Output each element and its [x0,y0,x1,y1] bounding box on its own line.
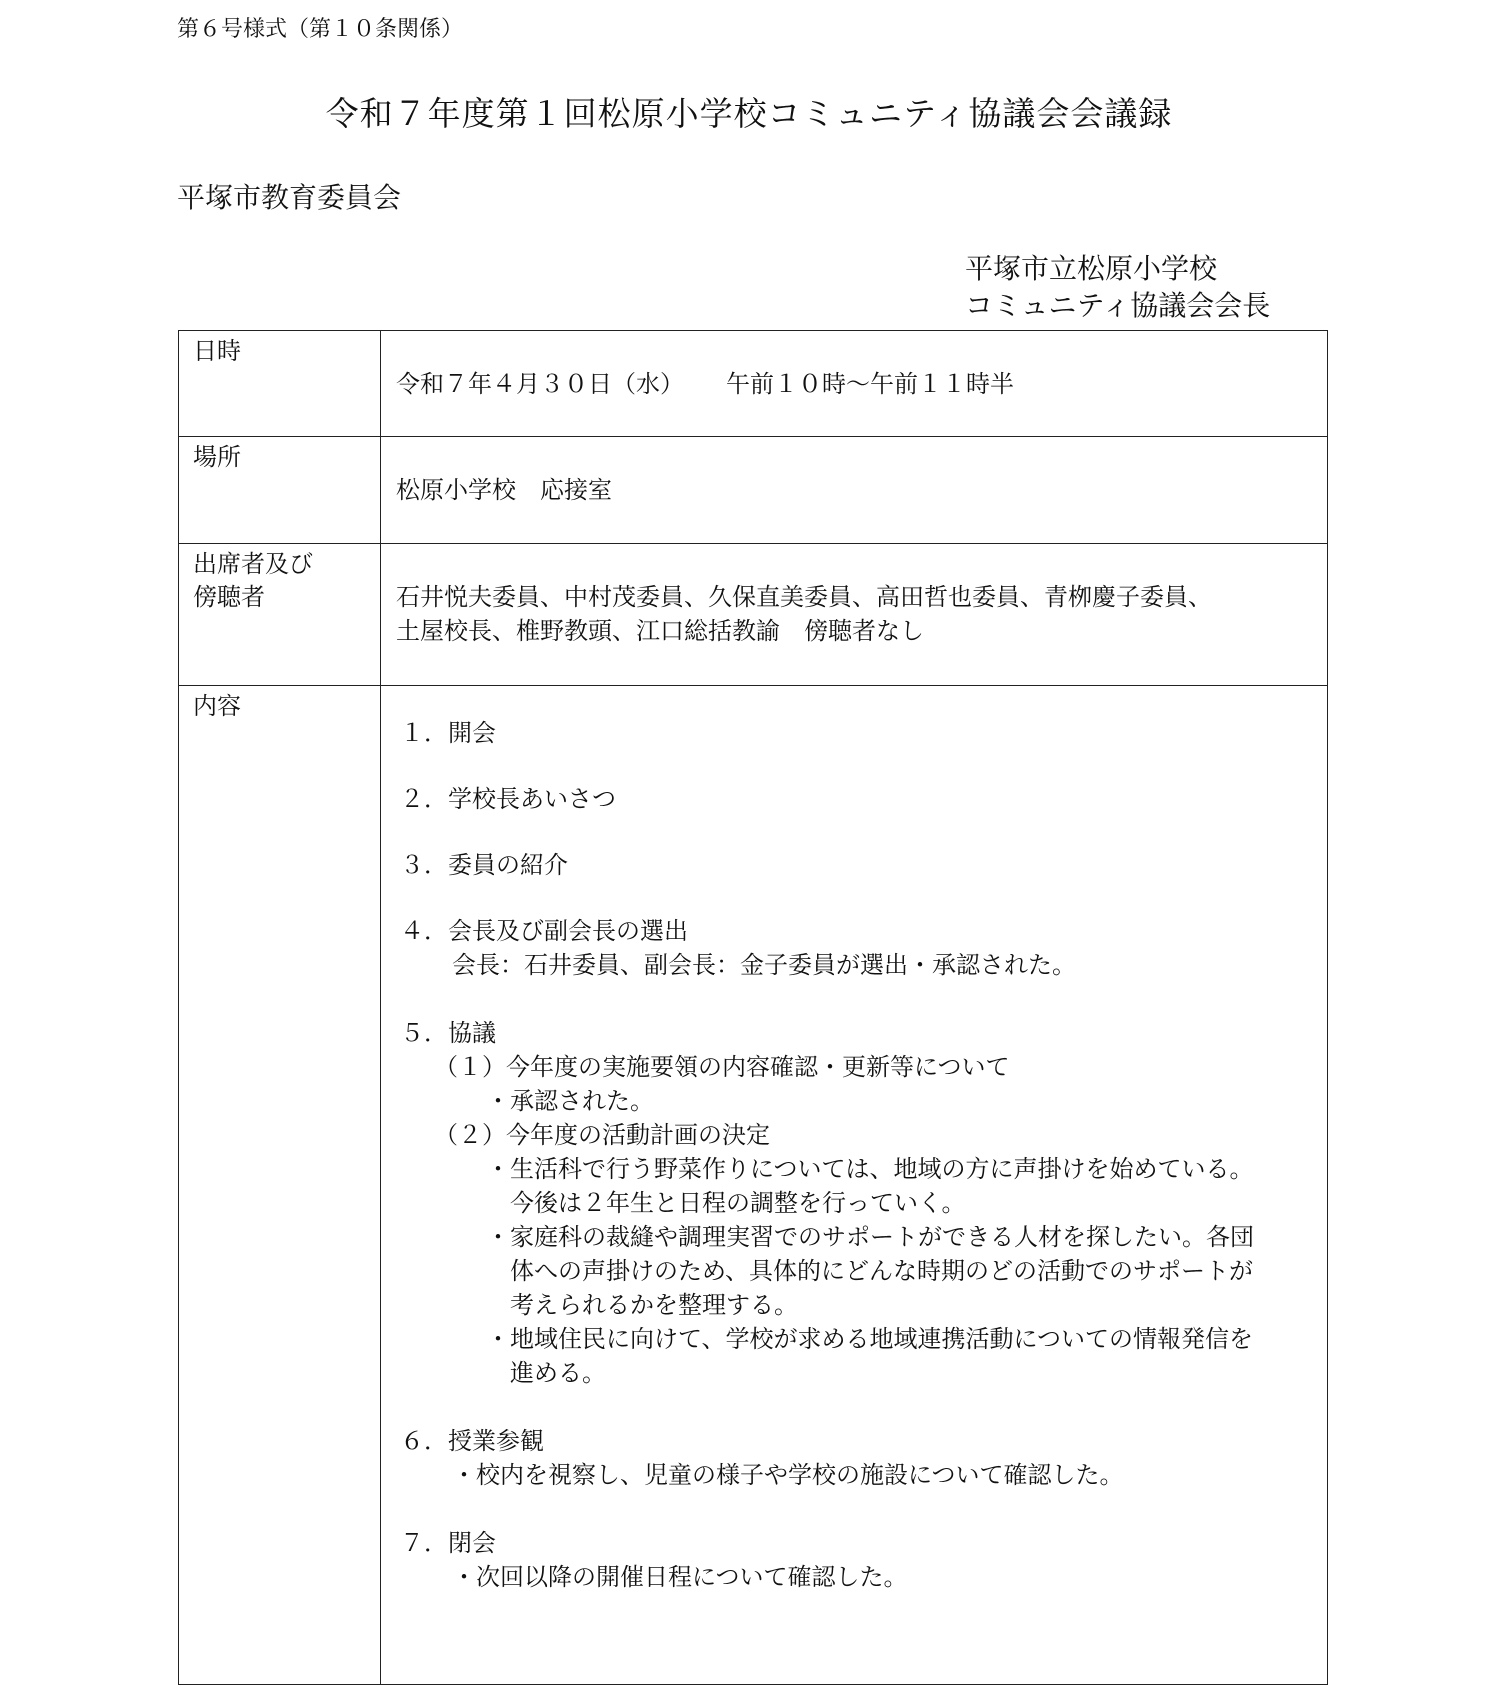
agenda-item-4: ４．会長及び副会長の選出 [400,917,688,945]
agenda-item-5-sub2-bullet2: ・家庭科の裁縫や調理実習でのサポートができる人材を探したい。各団 [486,1223,1254,1251]
agenda-item-5-sub2-bullet3-cont: 進める。 [510,1359,606,1387]
agenda-item-2: ２．学校長あいさつ [400,785,616,813]
sender-school: 平塚市立松原小学校 [965,252,1218,285]
sender-role: コミュニティ協議会会長 [965,289,1271,322]
place-label: 場所 [179,437,381,544]
attendees-label-line2: 傍聴者 [193,583,265,611]
agenda-item-1: １．開会 [400,719,496,747]
document-title: 令和７年度第１回松原小学校コミュニティ協議会会議録 [325,94,1173,133]
attendees-line1: 石井悦夫委員、中村茂委員、久保直美委員、高田哲也委員、青栁慶子委員、 [396,583,1212,611]
attendees-label [179,544,381,686]
meeting-date: 令和７年４月３０日（水） [396,370,684,398]
form-number: 第６号様式（第１０条関係） [177,17,464,42]
agenda-item-5: ５．協議 [400,1019,496,1047]
agenda-item-6: ６．授業参観 [400,1427,544,1455]
agenda-item-7-detail: ・次回以降の開催日程について確認した。 [452,1563,908,1591]
agenda-item-5-sub1-bullet: ・承認された。 [486,1087,654,1115]
agenda-item-7: ７．閉会 [400,1529,496,1557]
agenda-item-6-detail: ・校内を視察し、児童の様子や学校の施設について確認した。 [452,1461,1124,1489]
row-place [179,437,1328,544]
datetime-label: 日時 [179,331,381,437]
agenda-item-5-sub2-bullet2-cont1: 体への声掛けのため、具体的にどんな時期のどの活動でのサポートが [510,1257,1254,1285]
datetime-cell [381,331,1328,437]
content-cell [381,686,1328,1685]
row-datetime [179,331,1328,437]
attendees-line2: 土屋校長、椎野教頭、江口総括教諭 傍聴者なし [396,617,924,645]
agenda-item-5-sub2-bullet1: ・生活科で行う野菜作りについては、地域の方に声掛けを始めている。 [486,1155,1254,1183]
minutes-table [178,330,1328,1685]
attendees-label-line1: 出席者及び [193,550,313,578]
agenda-item-5-sub2-bullet3: ・地域住民に向けて、学校が求める地域連携活動についての情報発信を [486,1325,1254,1353]
row-attendees [179,544,1328,686]
content-label: 内容 [179,686,381,1685]
meeting-place: 松原小学校 応接室 [396,476,612,504]
attendees-cell [381,544,1328,686]
agenda-item-5-sub2-bullet1-cont: 今後は２年生と日程の調整を行っていく。 [510,1189,966,1217]
addressee: 平塚市教育委員会 [177,181,402,214]
row-content [179,686,1328,1685]
agenda-item-5-sub2: （２）今年度の活動計画の決定 [434,1121,770,1149]
meeting-time: 午前１０時～午前１１時半 [726,370,1014,398]
sender-block [965,250,1270,324]
agenda-item-3: ３．委員の紹介 [400,851,568,879]
place-cell [381,437,1328,544]
agenda-item-5-sub2-bullet2-cont2: 考えられるかを整理する。 [510,1291,798,1319]
agenda-item-4-detail: 会長：石井委員、副会長：金子委員が選出・承認された。 [452,951,1076,979]
agenda-item-5-sub1: （１）今年度の実施要領の内容確認・更新等について [434,1053,1010,1081]
